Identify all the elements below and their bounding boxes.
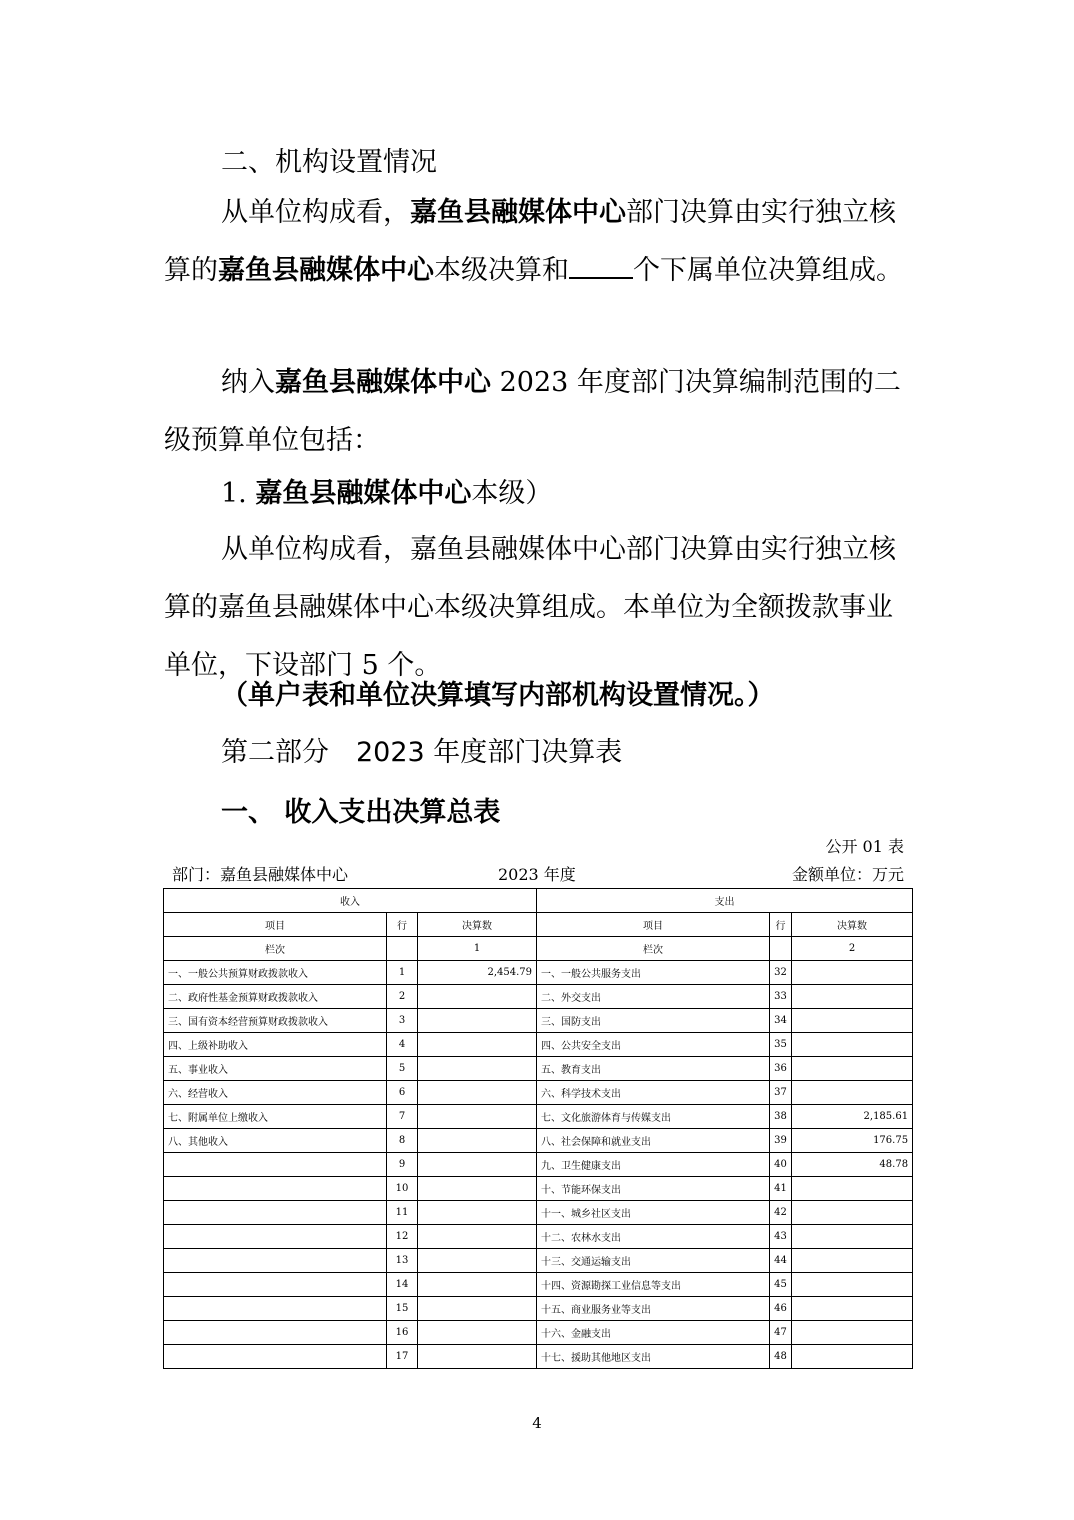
- expense-item: 一、一般公共服务支出: [537, 961, 770, 985]
- expense-item: 八、社会保障和就业支出: [537, 1129, 770, 1153]
- expense-col-no: 2: [792, 937, 913, 961]
- income-amount: [418, 1009, 537, 1033]
- income-item: [164, 1345, 387, 1369]
- expense-amount: 2,185.61: [792, 1105, 913, 1129]
- expense-line: 38: [770, 1105, 792, 1129]
- expense-item: 五、教育支出: [537, 1057, 770, 1081]
- expense-item: 九、卫生健康支出: [537, 1153, 770, 1177]
- department-label: 部门：嘉鱼县融媒体中心: [172, 865, 349, 884]
- expense-item: 二、外交支出: [537, 985, 770, 1009]
- table-row: [164, 1033, 913, 1057]
- list-item-1: 1. 嘉鱼县融媒体中心本级）: [221, 478, 553, 509]
- expense-amount: [792, 1321, 913, 1345]
- income-line: 5: [387, 1057, 418, 1081]
- income-line: 16: [387, 1321, 418, 1345]
- expense-amount: [792, 1009, 913, 1033]
- col-line: 行: [387, 913, 418, 937]
- expense-amount: [792, 1249, 913, 1273]
- unit-label: 金额单位：万元: [791, 865, 904, 884]
- table-row: [164, 1225, 913, 1249]
- income-item: 三、国有资本经营预算财政拨款收入: [164, 1009, 387, 1033]
- income-amount: [418, 1033, 537, 1057]
- expense-amount: 48.78: [792, 1153, 913, 1177]
- income-item: [164, 1321, 387, 1345]
- expense-line: 42: [770, 1201, 792, 1225]
- income-line: 9: [387, 1153, 418, 1177]
- col-order: 栏次: [537, 937, 770, 961]
- income-item: [164, 1177, 387, 1201]
- expense-amount: [792, 1057, 913, 1081]
- income-item: [164, 1249, 387, 1273]
- expense-line: 40: [770, 1153, 792, 1177]
- income-amount: [418, 1177, 537, 1201]
- expense-item: 十、节能环保支出: [537, 1177, 770, 1201]
- table-code: 公开 01 表: [825, 837, 904, 856]
- col-item: 项目: [537, 913, 770, 937]
- col-line: 行: [770, 913, 792, 937]
- expense-line: 46: [770, 1297, 792, 1321]
- income-amount: [418, 1105, 537, 1129]
- paragraph-composition: 从单位构成看，嘉鱼县融媒体中心部门决算由实行独立核算的嘉鱼县融媒体中心本级决算和 个下属单位决算组成。: [164, 197, 903, 286]
- income-amount: [418, 1129, 537, 1153]
- table-column-row: [164, 913, 913, 937]
- expense-line: 35: [770, 1033, 792, 1057]
- expense-item: 十五、商业服务业等支出: [537, 1297, 770, 1321]
- income-amount: [418, 1225, 537, 1249]
- page-number: 4: [532, 1414, 542, 1432]
- income-amount: [418, 1297, 537, 1321]
- expense-line: 43: [770, 1225, 792, 1249]
- table-row: [164, 1105, 913, 1129]
- paragraph-scope: 纳入嘉鱼县融媒体中心 2023 年度部门决算编制范围的二级预算单位包括：: [164, 367, 901, 456]
- table-row: [164, 1273, 913, 1297]
- expense-amount: [792, 985, 913, 1009]
- blank-line: [569, 253, 633, 279]
- income-line: 13: [387, 1249, 418, 1273]
- expense-amount: [792, 1297, 913, 1321]
- col-order: 栏次: [164, 937, 387, 961]
- income-col-no: 1: [418, 937, 537, 961]
- table-row: [164, 1297, 913, 1321]
- expense-line: 36: [770, 1057, 792, 1081]
- expense-amount: [792, 1201, 913, 1225]
- section-heading: 二、机构设置情况: [221, 147, 437, 178]
- expense-line: 32: [770, 961, 792, 985]
- income-line: 15: [387, 1297, 418, 1321]
- income-amount: [418, 1321, 537, 1345]
- table-header-row: [164, 889, 913, 913]
- expense-line: 45: [770, 1273, 792, 1297]
- income-item: 八、其他收入: [164, 1129, 387, 1153]
- income-item: [164, 1225, 387, 1249]
- income-item: [164, 1297, 387, 1321]
- income-line: 2: [387, 985, 418, 1009]
- income-item: [164, 1273, 387, 1297]
- table-row: [164, 1081, 913, 1105]
- income-item: 四、上级补助收入: [164, 1033, 387, 1057]
- expense-line: 37: [770, 1081, 792, 1105]
- income-amount: [418, 985, 537, 1009]
- table-row: [164, 1249, 913, 1273]
- expense-item: 十六、金融支出: [537, 1321, 770, 1345]
- expense-line: 47: [770, 1321, 792, 1345]
- expense-item: 六、科学技术支出: [537, 1081, 770, 1105]
- year-label: 2023 年度: [498, 865, 576, 884]
- expense-amount: 176.75: [792, 1129, 913, 1153]
- expense-amount: [792, 1033, 913, 1057]
- expense-line: 39: [770, 1129, 792, 1153]
- income-line: 6: [387, 1081, 418, 1105]
- expense-item: 四、公共安全支出: [537, 1033, 770, 1057]
- table-row: [164, 1129, 913, 1153]
- part-heading: 第二部分 2023 年度部门决算表: [221, 737, 623, 768]
- col-item: 项目: [164, 913, 387, 937]
- expense-item: 七、文化旅游体育与传媒支出: [537, 1105, 770, 1129]
- income-line: 4: [387, 1033, 418, 1057]
- income-item: 七、附属单位上缴收入: [164, 1105, 387, 1129]
- income-line: 10: [387, 1177, 418, 1201]
- expense-line: 41: [770, 1177, 792, 1201]
- table-row: [164, 1177, 913, 1201]
- table-row: [164, 1009, 913, 1033]
- expense-line: 34: [770, 1009, 792, 1033]
- expense-item: 三、国防支出: [537, 1009, 770, 1033]
- income-item: 五、事业收入: [164, 1057, 387, 1081]
- income-expense-table: [163, 888, 913, 1369]
- expense-amount: [792, 1225, 913, 1249]
- table-row: [164, 961, 913, 985]
- income-item: 一、一般公共预算财政拨款收入: [164, 961, 387, 985]
- income-amount: [418, 1273, 537, 1297]
- expense-amount: [792, 1273, 913, 1297]
- income-item: 二、政府性基金预算财政拨款收入: [164, 985, 387, 1009]
- income-item: 六、经营收入: [164, 1081, 387, 1105]
- col-amount: 决算数: [418, 913, 537, 937]
- income-line: 12: [387, 1225, 418, 1249]
- table-row: [164, 1057, 913, 1081]
- income-header: 收入: [164, 889, 537, 913]
- income-amount: 2,454.79: [418, 961, 537, 985]
- income-line: 14: [387, 1273, 418, 1297]
- expense-amount: [792, 961, 913, 985]
- paragraph-unit-structure: 从单位构成看，嘉鱼县融媒体中心部门决算由实行独立核算的嘉鱼县融媒体中心本级决算组成。本单位为全额拨款事业单位，下设部门 5 个。: [164, 534, 896, 681]
- table-row: [164, 985, 913, 1009]
- expense-item: 十七、援助其他地区支出: [537, 1345, 770, 1369]
- income-item: [164, 1153, 387, 1177]
- expense-amount: [792, 1081, 913, 1105]
- expense-line: 48: [770, 1345, 792, 1369]
- expense-header: 支出: [537, 889, 913, 913]
- table-heading: 一、 收入支出决算总表: [221, 797, 501, 828]
- income-amount: [418, 1201, 537, 1225]
- income-amount: [418, 1153, 537, 1177]
- expense-amount: [792, 1177, 913, 1201]
- income-item: [164, 1201, 387, 1225]
- expense-item: 十三、交通运输支出: [537, 1249, 770, 1273]
- expense-item: 十四、资源勘探工业信息等支出: [537, 1273, 770, 1297]
- income-line: 3: [387, 1009, 418, 1033]
- income-line: 17: [387, 1345, 418, 1369]
- table-row: [164, 1201, 913, 1225]
- expense-line: 33: [770, 985, 792, 1009]
- income-amount: [418, 1081, 537, 1105]
- expense-amount: [792, 1345, 913, 1369]
- table-row: [164, 1321, 913, 1345]
- col-amount: 决算数: [792, 913, 913, 937]
- income-line: 8: [387, 1129, 418, 1153]
- table-row: [164, 1153, 913, 1177]
- income-line: 11: [387, 1201, 418, 1225]
- table-row: [164, 1345, 913, 1369]
- income-line: 7: [387, 1105, 418, 1129]
- expense-item: 十二、农林水支出: [537, 1225, 770, 1249]
- expense-line: 44: [770, 1249, 792, 1273]
- expense-item: 十一、城乡社区支出: [537, 1201, 770, 1225]
- income-amount: [418, 1345, 537, 1369]
- income-line: 1: [387, 961, 418, 985]
- paragraph-note: （单户表和单位决算填写内部机构设置情况。）: [221, 680, 775, 711]
- table-order-row: [164, 937, 913, 961]
- income-amount: [418, 1249, 537, 1273]
- income-amount: [418, 1057, 537, 1081]
